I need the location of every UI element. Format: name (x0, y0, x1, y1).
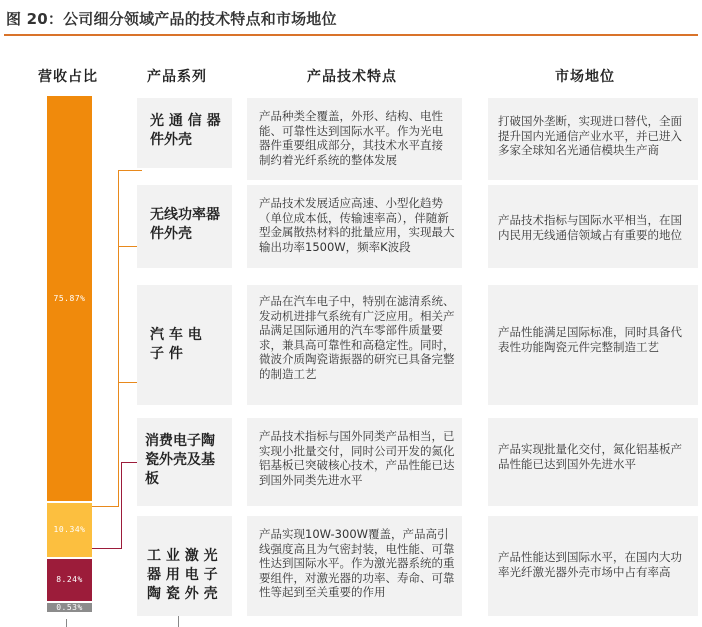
category-label: 消费电子陶瓷外壳及基板 (145, 433, 215, 487)
category-box (137, 516, 232, 616)
revenue-bar-label: 75.87% (53, 293, 86, 303)
category-box (137, 185, 232, 268)
revenue-bar-segment-consumer (47, 503, 92, 557)
connector-line (92, 506, 119, 507)
market-box (488, 418, 698, 506)
connector-line (118, 170, 119, 507)
header-position: 市场地位 (555, 69, 615, 85)
category-box (137, 418, 232, 506)
features-text: 产品在汽车电子中，特别在滤清系统、发动机进排气系统有广泛应用。相关产品满足国际通用的汽车零部件质量要求，兼具高可靠性和高稳定性。同时，微波介质陶瓷谐振器的研究已具备完整的制造工艺 (259, 294, 455, 381)
revenue-bar-segment-laser (47, 559, 92, 601)
market-box (488, 98, 698, 180)
axis-tick (66, 619, 67, 627)
market-box (488, 516, 698, 616)
header-share: 营收占比 (38, 69, 98, 85)
category-label: 工 业 激 光 器 用 电 子 陶 瓷 外 壳 (147, 548, 218, 602)
market-box (488, 185, 698, 268)
connector-line (121, 462, 122, 549)
category-label: 光 通 信 器件外壳 (150, 113, 221, 148)
features-box (247, 185, 462, 268)
revenue-bar-label: 0.53% (56, 603, 83, 612)
features-box (247, 516, 462, 616)
figure-title: 图 20：公司细分领域产品的技术特点和市场地位 (6, 10, 337, 28)
features-box (247, 285, 462, 405)
features-text: 产品技术指标与国外同类产品相当，已实现小批量交付，同时公司开发的氮化铝基板已突破核心技术，产品性能已达到国外同类先进水平 (259, 429, 455, 487)
connector-line (92, 548, 122, 549)
revenue-bar-label: 8.24% (56, 574, 83, 584)
market-text: 产品性能达到国际水平，在国内大功率光纤激光器外壳市场中占有率高 (498, 550, 682, 579)
market-text: 打破国外垄断，实现进口替代，全面提升国内光通信产业水平，并已进入多家全球知名光通信模块生产商 (498, 114, 682, 157)
features-box (247, 98, 462, 180)
header-features: 产品技术特点 (307, 69, 397, 85)
category-box (137, 285, 232, 405)
features-box (247, 418, 462, 506)
market-text: 产品实现批量化交付，氮化铝基板产品性能已达到国外先进水平 (498, 442, 682, 471)
features-text: 产品技术发展适应高速、小型化趋势（单位成本低，传输速率高），伴随新型金属散热材料的批量应用，实现最大输出功率1500W，频率K波段 (259, 196, 455, 254)
market-text: 产品技术指标与国际水平相当，在国内民用无线通信领域占有重要的地位 (498, 213, 682, 242)
category-label: 汽 车 电 子 件 (150, 327, 202, 362)
header-series: 产品系列 (147, 69, 207, 85)
revenue-bar-segment-optical (47, 96, 92, 501)
market-box (488, 285, 698, 405)
revenue-bar-segment-other (47, 603, 92, 612)
axis-tick (178, 616, 179, 627)
market-text: 产品性能满足国际标准，同时具备代表性功能陶瓷元件完整制造工艺 (498, 325, 682, 354)
connector-line (118, 170, 142, 171)
features-text: 产品种类全覆盖，外形、结构、电性能、可靠性达到国际水平。作为光电器件重要组成部分，其技术水平直接制约着光纤系统的整体发展 (259, 109, 443, 167)
revenue-bar-label: 10.34% (53, 525, 86, 534)
connector-line (121, 462, 137, 463)
category-box (137, 98, 232, 168)
category-label: 无线功率器件外壳 (150, 207, 220, 242)
features-text: 产品实现10W-300W覆盖，产品高引线强度高且为气密封装，电性能、可靠性达到国际水平。作为激光器系统的重要组件，对激光器的功率、寿命、可靠性等起到至关重要的作用 (259, 527, 455, 599)
title-rule (4, 34, 698, 36)
